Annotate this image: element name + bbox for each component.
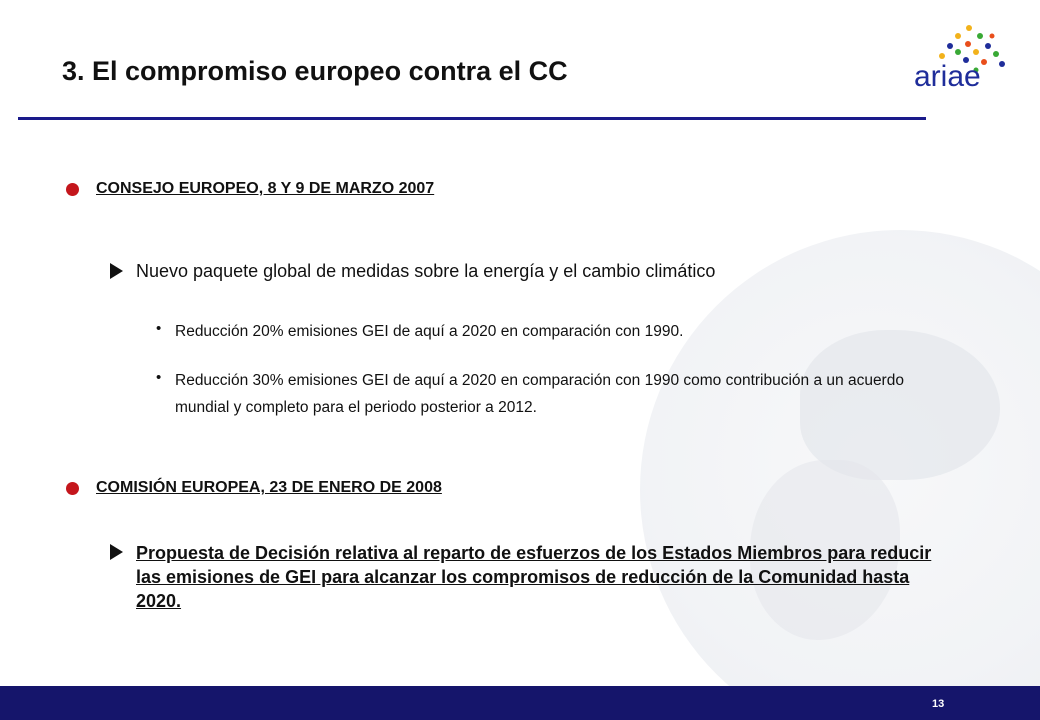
section-subheading: Nuevo paquete global de medidas sobre la energía y el cambio climático (136, 261, 716, 281)
ariae-logo (872, 20, 1022, 100)
title-underline-rule (18, 117, 926, 120)
section-heading: CONSEJO EUROPEO, 8 Y 9 DE MARZO 2007 (96, 180, 435, 197)
list-item: Reducción 30% emisiones GEI de aquí a 2020 en comparación con 1990 como contribución a un acuerdo mundial y completo para el periodo posterior a 2012. (175, 372, 904, 416)
arrow-bullet-icon (110, 263, 123, 279)
arrow-bullet-icon (110, 544, 123, 560)
dot-bullet-icon: • (156, 369, 162, 386)
footer-bar (0, 686, 1040, 720)
section-subheading-bold: Propuesta de Decisión relativa al reparto de esfuerzos de los Estados Miembros para reducir las emisiones de GEI para alcanzar los compromisos de reducción de la Comunidad hasta 2020. (136, 543, 932, 611)
section-heading: COMISIÓN EUROPEA, 23 DE ENERO DE 2008 (96, 479, 442, 496)
slide-title: 3. El compromiso europeo contra el CC (62, 56, 568, 86)
list-item: Reducción 20% emisiones GEI de aquí a 2020 en comparación con 1990. (175, 323, 684, 340)
red-bullet-icon (66, 482, 79, 495)
logo-text: ariae (914, 60, 981, 93)
page-number: 13 (932, 698, 945, 710)
dot-bullet-icon: • (156, 320, 162, 337)
red-bullet-icon (66, 183, 79, 196)
